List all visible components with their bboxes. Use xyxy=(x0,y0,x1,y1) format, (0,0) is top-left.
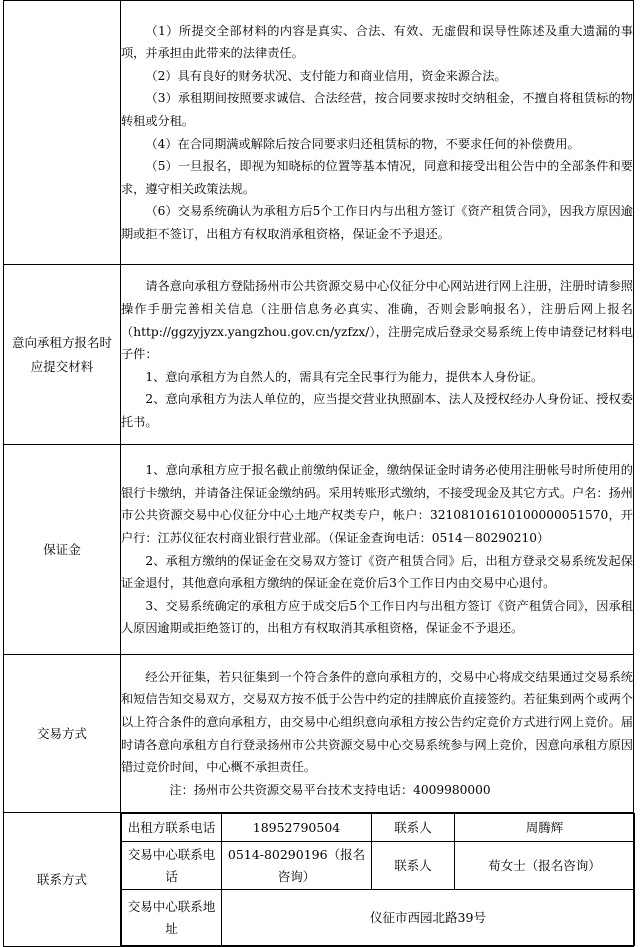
contact-row xyxy=(122,814,635,842)
deposit-item: 2、承租方缴纳的保证金在交易双方签订《资产租赁合同》后，出租方登录交易系统发起保证金退付，其他意向承租方缴纳的保证金在竞价后3个工作日内由交易中心退付。 xyxy=(121,553,633,591)
commitment-item: （4）在合同期满或解除后按合同要求归还租赁标的物，不要求任何的补偿费用。 xyxy=(145,136,580,151)
contact-key: 交易中心联系电话 xyxy=(122,842,222,890)
commitment-item: （1）所提交全部材料的内容是真实、合法、有效、无虚假和误导性陈述及重大遗漏的事项，并承担由此带来的法律责任。 xyxy=(121,23,633,61)
contact-address: 仪征市西园北路39号 xyxy=(222,890,635,946)
commitment-item: （3）承租期间按照要求诚信、合法经营，按合同要求按时交纳租金，不擅自将租赁标的物转租或分租。 xyxy=(121,91,633,128)
commitments-label-cell xyxy=(4,1,121,265)
registration-label-line2: 应提交材料 xyxy=(30,358,94,374)
registration-item: 请各意向承租方登陆扬州市公共资源交易中心仪征分中心网站进行网上注册，注册时请参照操作手册完善相关信息（注册信息务必真实、准确，否则会影响报名），注册后网上报名（http://ggzyjyzx.yangzhou.gov.cn/yzfzx/），注册完成后登录交易系统上传申请登记材料电子件： xyxy=(121,279,633,362)
commitment-item: （5）一旦报名，即视为知晓标的位置等基本情况，同意和接受出租公告中的全部条件和要求，遵守相关政策法规。 xyxy=(121,159,633,196)
commitments-content xyxy=(121,1,634,265)
deposit-content xyxy=(121,445,634,655)
contact-person-key: 联系人 xyxy=(372,814,455,842)
registration-item: 2、意向承租方为法人单位的，应当提交营业执照副本、法人及授权经办人身份证、授权委托书。 xyxy=(121,392,633,429)
announcement-table xyxy=(3,0,634,947)
commitment-item: （2）具有良好的财务状况、支付能力和商业信用，资金来源合法。 xyxy=(145,68,507,83)
contact-phone: 18952790504 xyxy=(222,814,372,842)
method-content xyxy=(121,655,634,813)
contact-person: 周腾辉 xyxy=(455,814,635,842)
contact-table xyxy=(121,813,635,946)
method-label: 交易方式 xyxy=(4,655,121,813)
contact-address-row xyxy=(122,890,635,946)
deposit-item: 1、意向承租方应于报名截止前缴纳保证金，缴纳保证金时请务必使用注册帐号时所使用的银行卡缴纳，并请备注保证金缴纳码。采用转账形式缴纳，不接受现金及其它方式。户名：扬州市公共资源交易中心仪征分中心土地产权类专户，帐户：32108101610100000051570，开户行：江苏仪征农村商业银行营业部。（保证金查询电话：0514－80290210） xyxy=(121,463,633,545)
deposit-item: 3、交易系统确定的承租方应于成交后5个工作日内与出租方签订《资产租赁合同》，因承租人原因逾期或拒绝签订的，出租方有权取消其承租资格，保证金不予退还。 xyxy=(121,598,633,636)
contact-row xyxy=(122,842,635,890)
registration-label xyxy=(4,265,121,445)
contact-person: 荀女士（报名咨询） xyxy=(455,842,635,890)
registration-item: 1、意向承租方为自然人的，需具有完全民事行为能力，提供本人身份证。 xyxy=(145,369,544,384)
contact-cell xyxy=(121,813,634,947)
contact-person-key: 联系人 xyxy=(372,842,455,890)
registration-label-line1: 意向承租方报名时 xyxy=(12,334,113,350)
deposit-label: 保证金 xyxy=(4,445,121,655)
registration-content xyxy=(121,265,634,445)
contact-phone: 0514-80290196（报名咨询） xyxy=(222,842,372,890)
method-text: 经公开征集，若只征集到一个符合条件的意向承租方的，交易中心将成交结果通过交易系统和短信告知交易双方，交易双方按不低于公告中约定的挂牌底价直接签约。若征集到两个或两个以上符合条件的意向承租方，由交易中心组织意向承租方按公告约定竞价方式进行网上竞价。届时请各意向承租方自行登录扬州市公共资源交易中心交易系统参与网上竞价，因意向承租方原因错过竞价时间，中心概不承担责任。 xyxy=(121,669,633,775)
contact-label: 联系方式 xyxy=(4,813,121,947)
commitment-item: （6）交易系统确认为承租方后5个工作日内与出租方签订《资产租赁合同》，因我方原因逾期或拒不签订，出租方有权取消承租资格，保证金不予退还。 xyxy=(121,204,633,241)
contact-address-key: 交易中心联系地址 xyxy=(122,890,222,946)
method-note: 注：扬州市公共资源交易平台技术支持电话：4009980000 xyxy=(169,782,491,797)
contact-key: 出租方联系电话 xyxy=(122,814,222,842)
